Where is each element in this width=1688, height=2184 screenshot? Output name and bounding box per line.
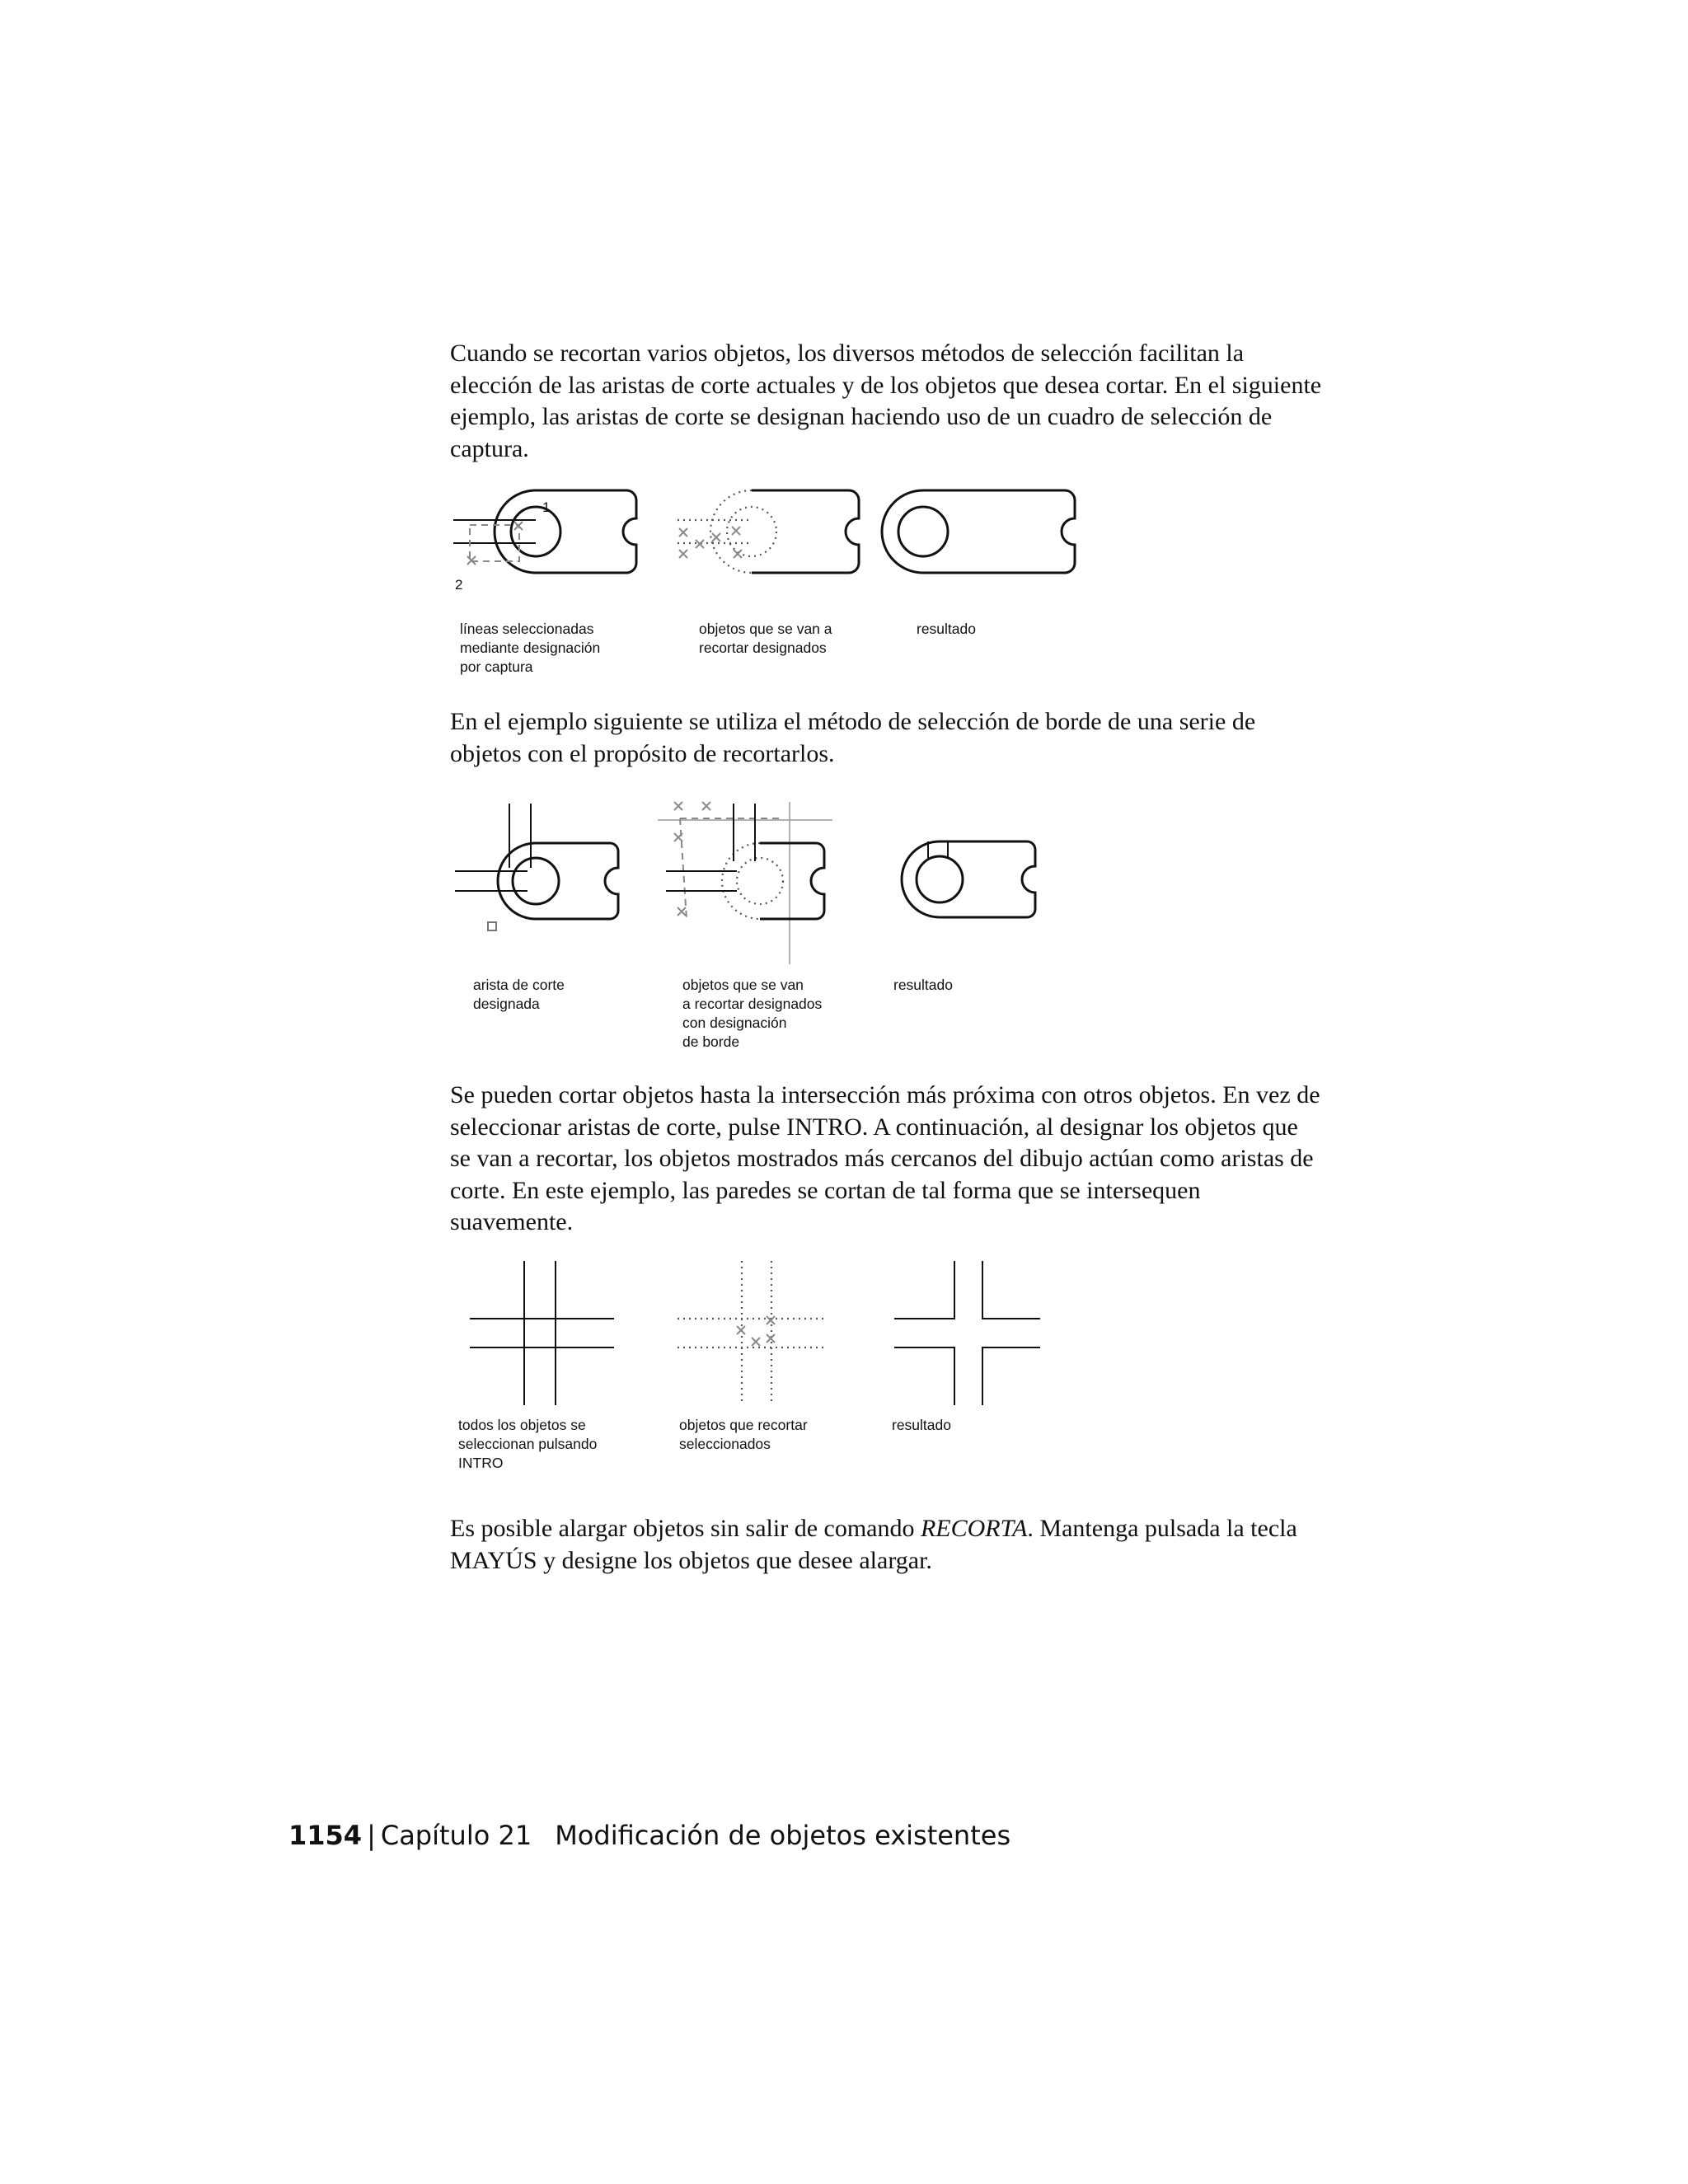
command-name: RECORTA: [920, 1515, 1028, 1542]
figure-3-walls-trim: [445, 1257, 1055, 1409]
fig1-panel-selected-lines: [453, 490, 636, 593]
fig1-panel-objects-to-trim: [678, 490, 859, 573]
fig2-panel-result: [902, 841, 1035, 917]
fig3-caption-a: todos los objetos se seleccionan pulsando INTRO: [458, 1417, 598, 1471]
fig2-caption-c: resultado: [893, 977, 953, 993]
fig1-caption-a: líneas seleccionadas mediante designación por captura: [460, 621, 601, 675]
figure-2-fence-selection: [445, 795, 1055, 968]
page-footer: [288, 1820, 1010, 1851]
fig3-panel-all-objects: [470, 1261, 614, 1405]
marker-1: 1: [542, 499, 551, 515]
fig1-caption-c: resultado: [917, 621, 976, 637]
chapter-label: Capítulo 21: [380, 1820, 532, 1851]
fig1-caption-b: objetos que se van a recortar designados: [699, 621, 832, 656]
footer-separator: |: [367, 1820, 376, 1851]
paragraph-1: Cuando se recortan varios objetos, los diversos métodos de selección facilitan la elección de las aristas de corte actuales y de los objetos que desea cortar. En el siguiente ejemplo, las aristas de corte se designan haciendo uso de un cuadro de selección de captura.: [450, 340, 1322, 462]
paragraph-4-start: Es posible alargar objetos sin salir de comando: [450, 1515, 921, 1542]
marker-2: 2: [455, 577, 463, 593]
chapter-title: Modificación de objetos existentes: [555, 1820, 1011, 1851]
page-number: 1154: [288, 1820, 363, 1851]
fig3-caption-b: objetos que recortar seleccionados: [679, 1417, 808, 1452]
fig3-panel-objects-to-trim: [678, 1261, 826, 1405]
fig3-caption-c: resultado: [892, 1417, 951, 1433]
fig2-caption-b: objetos que se van a recortar designados con designación de borde: [682, 977, 823, 1050]
paragraph-4-end: . Mantenga pulsada la tecla MAYÚS y designe los objetos que desee alargar.: [450, 1515, 1297, 1574]
fig1-panel-result: [882, 490, 1075, 573]
paragraph-2: En el ejemplo siguiente se utiliza el método de selección de borde de una serie de objetos con el propósito de recortarlos.: [450, 708, 1256, 767]
fig2-caption-a: arista de corte designada: [473, 977, 565, 1012]
paragraph-3: Se pueden cortar objetos hasta la intersección más próxima con otros objetos. En vez de seleccionar aristas de corte, pulse INTRO. A continuación, al designar los objetos que se van a recortar, los objetos mostrados más cercanos del dibujo actúan como aristas de corte. En este ejemplo, las paredes se cortan de tal forma que se intersequen suavemente.: [450, 1081, 1320, 1235]
fig3-panel-result: [894, 1261, 1040, 1405]
fig2-panel-objects-to-trim: [658, 802, 832, 964]
paragraph-4: [450, 1513, 1324, 1577]
figure-1-crossing-selection: [445, 482, 1104, 614]
fig2-panel-cutting-edge: [455, 804, 618, 930]
